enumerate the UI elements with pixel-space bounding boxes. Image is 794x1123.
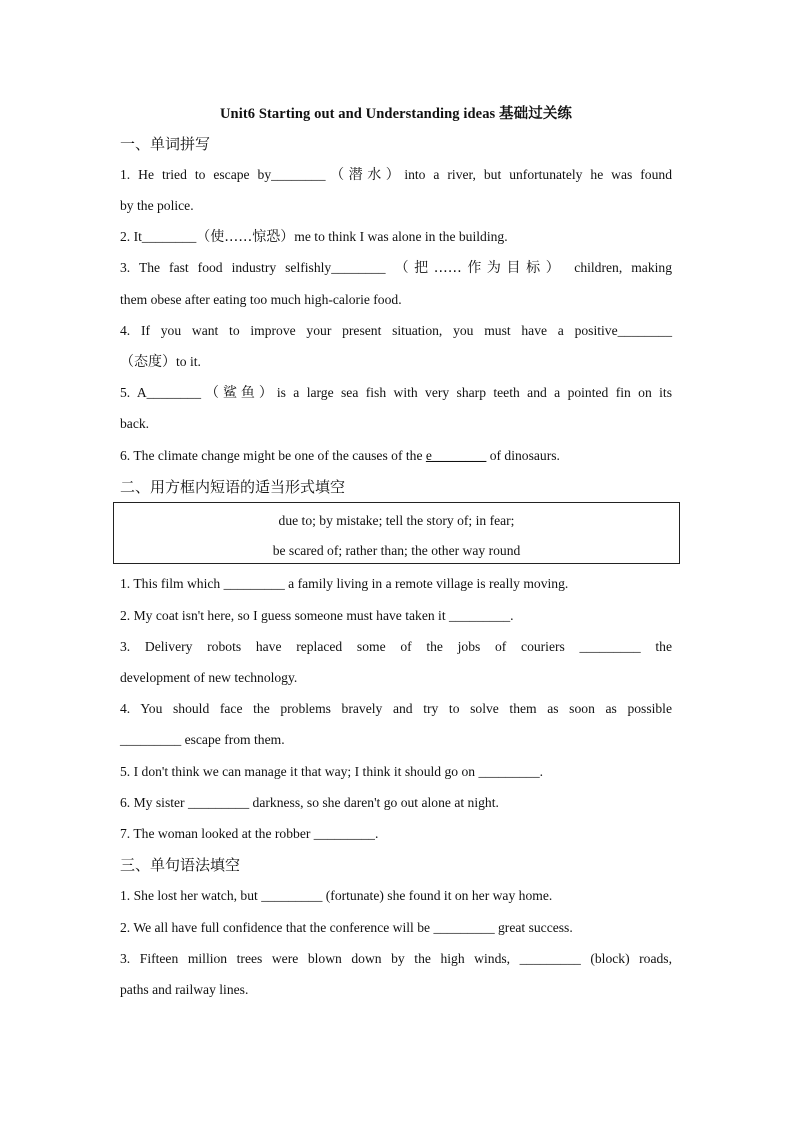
s1-question-6 xyxy=(120,440,672,471)
s1-q3-hint: （把……作为目标） xyxy=(394,260,566,276)
s1-question-3-line-1 xyxy=(120,252,672,284)
s2-question-6: 6. My sister _________ darkness, so she daren't go out alone at night. xyxy=(120,795,499,810)
page-title: Unit6 Starting out and Understanding ideas 基础过关练 xyxy=(219,106,573,122)
s2-question-7: 7. The woman looked at the robber _________. xyxy=(120,826,379,841)
phrase-box-line-1: due to; by mistake; tell the story of; in fear; xyxy=(278,513,515,528)
s1-q4-hint: （态度） xyxy=(120,354,176,370)
s1-q2-hint: （使……惊恐） xyxy=(196,229,295,245)
s3-question-1: 1. She lost her watch, but _________ (fortunate) she found it on her way home. xyxy=(120,888,553,903)
s2-question-2: 2. My coat isn't here, so I guess someone must have taken it _________. xyxy=(120,608,514,623)
s1-q2-text-a: 2. It________ xyxy=(120,229,197,244)
s3-question-3-line-1: 3. Fifteen million trees were blown down by the high winds, _________ (block) roads, xyxy=(120,951,672,966)
s2-question-4-line-2: _________ escape from them. xyxy=(120,732,285,747)
s1-question-4-line-1: 4. If you want to improve your present situation, you must have a positive________ xyxy=(120,323,672,338)
s1-question-5-line-2: back. xyxy=(120,416,150,431)
s1-q1-text-b: into a river, but unfortunately he was found xyxy=(404,167,672,182)
s3-question-2: 2. We all have full confidence that the conference will be _________ great success. xyxy=(120,920,573,935)
s1-q5-text-b: is a large sea fish with very sharp teeth and a pointed fin on its xyxy=(276,385,672,400)
s2-question-4-line-1: 4. You should face the problems bravely and try to solve them as soon as possible xyxy=(120,701,672,716)
s1-question-2 xyxy=(120,221,672,253)
section-heading-grammar: 三、单句语法填空 xyxy=(120,856,241,874)
phrase-box-line-2: be scared of; rather than; the other way round xyxy=(272,543,521,558)
section-heading-spelling: 一、单词拼写 xyxy=(120,135,211,153)
s2-question-3-line-2: development of new technology. xyxy=(120,670,298,685)
s1-question-4-line-2 xyxy=(120,346,672,378)
s1-q3-text-b: children, making xyxy=(574,260,672,275)
s1-q1-text-a: 1. He tried to escape by________ xyxy=(120,167,326,182)
section-heading-phrases: 二、用方框内短语的适当形式填空 xyxy=(120,478,346,496)
s1-q6-initial-blank: e________ xyxy=(425,448,487,463)
s2-question-1: 1. This film which _________ a family living in a remote village is really moving. xyxy=(120,576,569,591)
s2-question-5: 5. I don't think we can manage it that way; I think it should go on _________. xyxy=(120,764,544,779)
s1-q5-text-a: 5. A________ xyxy=(120,385,202,400)
s1-question-3-line-2: them obese after eating too much high-calorie food. xyxy=(120,292,402,307)
s1-question-1-line-1 xyxy=(120,159,672,191)
s1-q2-text-b: me to think I was alone in the building. xyxy=(294,229,508,244)
s1-q3-text-a: 3. The fast food industry selfishly________ xyxy=(120,260,386,275)
s2-question-3-line-1: 3. Delivery robots have replaced some of the jobs of couriers _________ the xyxy=(120,639,672,654)
s1-q4-text-b: to it. xyxy=(176,354,201,369)
s3-question-3-line-2: paths and railway lines. xyxy=(120,982,249,997)
s1-q6-text-b: of dinosaurs. xyxy=(486,448,560,463)
s1-q5-hint: （鲨鱼） xyxy=(201,385,277,401)
s1-question-5-line-1 xyxy=(120,377,672,409)
phrase-box xyxy=(113,502,680,564)
s1-q1-hint: （潜水） xyxy=(325,167,405,183)
s1-question-1-line-2: by the police. xyxy=(120,198,194,213)
s1-q6-text-a: 6. The climate change might be one of the causes of the xyxy=(120,448,426,463)
